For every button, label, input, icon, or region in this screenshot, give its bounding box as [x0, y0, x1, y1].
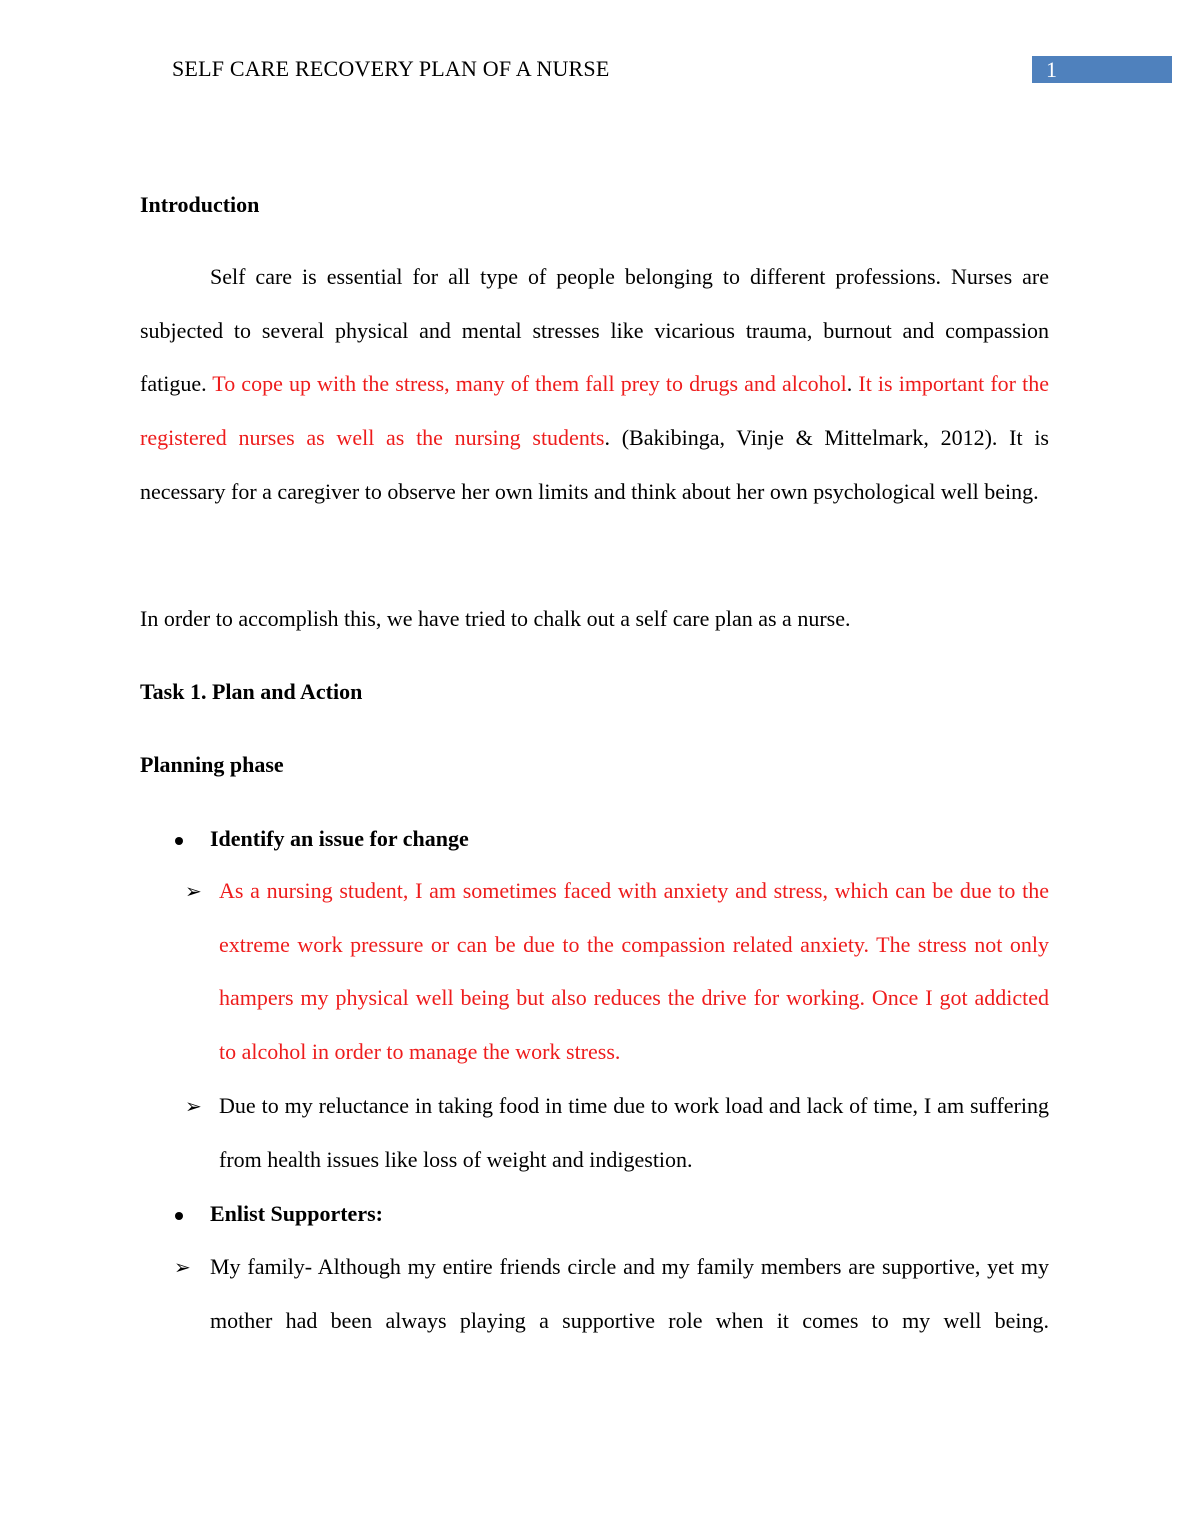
filled-circle-bullet-icon [175, 1212, 183, 1220]
intro-text-d: It is necessary for a caregiver to observe her own limits and think about her own psychological well being. [140, 425, 1049, 504]
bullet-enlist-supporters-label: Enlist Supporters: [210, 1201, 383, 1226]
introduction-heading: Introduction [140, 192, 260, 217]
arrowhead-bullet-icon: ➢ [174, 1257, 191, 1279]
bullet-enlist-supporters [140, 1199, 1049, 1229]
running-head-title: SELF CARE RECOVERY PLAN OF A NURSE [172, 56, 610, 81]
intro-highlight-2: It is important for the registered nurses as well as the nursing students [140, 371, 1049, 451]
bullet-identify-issue-label: Identify an issue for change [210, 826, 469, 851]
intro-text-a: Self care is essential for all type of people belonging to different professions. Nurses are subjected to several physical and mental stresses like vicarious trauma, burnout and compassion fatigue. [140, 264, 1049, 397]
arrowhead-bullet-icon: ➢ [185, 881, 202, 903]
filled-circle-bullet-icon [175, 837, 183, 845]
page-number-badge: 1 [1032, 56, 1172, 83]
introduction-paragraph [140, 250, 1049, 572]
bullet-identify-issue [140, 824, 1049, 854]
issue-anxiety-item: As a nursing student, I am sometimes faced with anxiety and stress, which can be due to the extreme work pressure or can be due to the compassion related anxiety. The stress not only hampers my physical well being but also reduces the drive for working. Once I got addicted to alcohol in order to manage the work stress. [219, 878, 1049, 1065]
intro-text-c: . [604, 425, 622, 451]
intro-highlight-1: To cope up with the stress, many of them fall prey to drugs and alcohol [212, 371, 847, 397]
arrowhead-bullet-icon: ➢ [185, 1096, 202, 1118]
issue-health-item: Due to my reluctance in taking food in time due to work load and lack of time, I am suffering from health issues like loss of weight and indigestion. [219, 1093, 1049, 1172]
planning-phase-heading: Planning phase [140, 752, 284, 777]
intro-citation: (Bakibinga, Vinje & Mittelmark, 2012). [621, 425, 998, 451]
intro-text-b: . [846, 371, 859, 397]
supporters-family-item: My family- Although my entire friends circle and my family members are supportive, yet my mother had been always playing a supportive role when it comes to my well being. [210, 1254, 1049, 1333]
plan-intro-paragraph: In order to accomplish this, we have tried to chalk out a self care plan as a nurse. [140, 606, 851, 631]
task1-heading: Task 1. Plan and Action [140, 679, 363, 704]
